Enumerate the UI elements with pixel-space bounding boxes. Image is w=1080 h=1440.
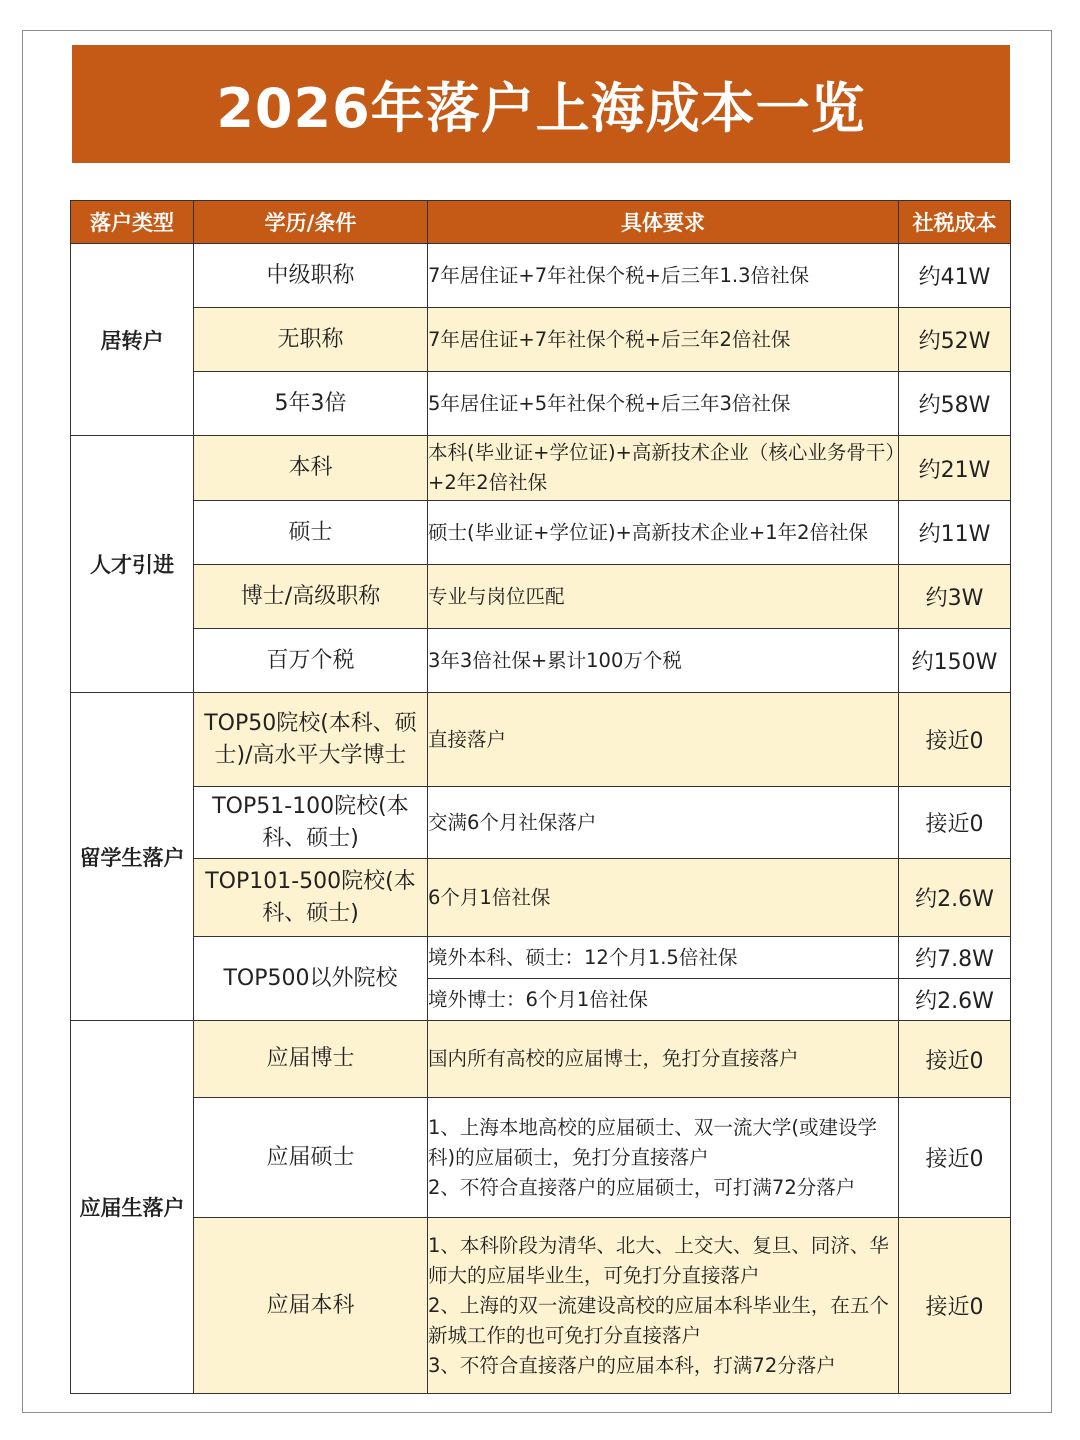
cost-cell: 接近0 <box>899 1021 1011 1098</box>
condition-cell: 5年3倍 <box>194 372 428 436</box>
requirement-cell: 专业与岗位匹配 <box>428 565 899 629</box>
cost-cell: 接近0 <box>899 787 1011 859</box>
cost-table <box>70 200 1011 1394</box>
table-row <box>71 859 1011 937</box>
header-cost: 社税成本 <box>899 201 1011 244</box>
cost-cell: 约3W <box>899 565 1011 629</box>
cost-cell: 接近0 <box>899 1218 1011 1394</box>
requirement-cell: 5年居住证+5年社保个税+后三年3倍社保 <box>428 372 899 436</box>
title-banner <box>72 45 1010 163</box>
condition-cell: 百万个税 <box>194 629 428 693</box>
requirement-cell: 硕士(毕业证+学位证)+高新技术企业+1年2倍社保 <box>428 501 899 565</box>
requirement-line: 1、本科阶段为清华、北大、上交大、复旦、同济、华师大的应届毕业生，可免打分直接落户 <box>428 1233 889 1287</box>
condition-cell: 应届硕士 <box>194 1098 428 1218</box>
table-row <box>71 565 1011 629</box>
table-row <box>71 693 1011 787</box>
requirement-line: 2、不符合直接落户的应届硕士，可打满72分落户 <box>428 1175 856 1199</box>
cost-cell: 约7.8W <box>899 937 1011 979</box>
condition-cell: 应届本科 <box>194 1218 428 1394</box>
table-row <box>71 787 1011 859</box>
requirement-cell <box>428 1098 899 1218</box>
requirement-line: 3、不符合直接落户的应届本科，打满72分落户 <box>428 1353 836 1377</box>
cost-cell: 约2.6W <box>899 859 1011 937</box>
table-row <box>71 372 1011 436</box>
cost-cell: 约58W <box>899 372 1011 436</box>
requirement-cell: 7年居住证+7年社保个税+后三年2倍社保 <box>428 308 899 372</box>
condition-cell: TOP101-500院校(本科、硕士) <box>194 859 428 937</box>
condition-cell: 应届博士 <box>194 1021 428 1098</box>
condition-cell: TOP50院校(本科、硕士)/高水平大学博士 <box>194 693 428 787</box>
requirement-line: 1、上海本地高校的应届硕士、双一流大学(或建设学科)的应届硕士，免打分直接落户 <box>428 1115 878 1169</box>
table-row <box>71 501 1011 565</box>
header-row <box>71 201 1011 244</box>
cost-cell: 接近0 <box>899 1098 1011 1218</box>
requirement-cell: 境外本科、硕士：12个月1.5倍社保 <box>428 937 899 979</box>
table-row <box>71 937 1011 979</box>
table-row <box>71 436 1011 501</box>
cost-cell: 约41W <box>899 244 1011 308</box>
table-row <box>71 308 1011 372</box>
requirement-cell: 国内所有高校的应届博士，免打分直接落户 <box>428 1021 899 1098</box>
header-requirement: 具体要求 <box>428 201 899 244</box>
header-type: 落户类型 <box>71 201 194 244</box>
requirement-cell: 境外博士：6个月1倍社保 <box>428 979 899 1021</box>
cost-cell: 接近0 <box>899 693 1011 787</box>
group-label-overseas: 留学生落户 <box>71 693 194 1021</box>
group-label-residence: 居转户 <box>71 244 194 436</box>
cost-cell: 约21W <box>899 436 1011 501</box>
cost-cell: 约11W <box>899 501 1011 565</box>
requirement-cell: 交满6个月社保落户 <box>428 787 899 859</box>
cost-cell: 约52W <box>899 308 1011 372</box>
page-title: 2026年落户上海成本一览 <box>216 76 866 140</box>
table-row <box>71 244 1011 308</box>
condition-cell: 本科 <box>194 436 428 501</box>
cost-cell: 约2.6W <box>899 979 1011 1021</box>
requirement-cell: 7年居住证+7年社保个税+后三年1.3倍社保 <box>428 244 899 308</box>
cost-cell: 约150W <box>899 629 1011 693</box>
table-row <box>71 1098 1011 1218</box>
header-condition: 学历/条件 <box>194 201 428 244</box>
table-row <box>71 1021 1011 1098</box>
requirement-line: 2、上海的双一流建设高校的应届本科毕业生，在五个新城工作的也可免打分直接落户 <box>428 1293 889 1347</box>
condition-cell: TOP51-100院校(本科、硕士) <box>194 787 428 859</box>
condition-cell: 博士/高级职称 <box>194 565 428 629</box>
requirement-cell: 直接落户 <box>428 693 899 787</box>
condition-cell: 中级职称 <box>194 244 428 308</box>
condition-cell: 硕士 <box>194 501 428 565</box>
requirement-cell: 3年3倍社保+累计100万个税 <box>428 629 899 693</box>
group-label-graduate: 应届生落户 <box>71 1021 194 1394</box>
requirement-cell <box>428 1218 899 1394</box>
condition-cell: 无职称 <box>194 308 428 372</box>
requirement-cell: 本科(毕业证+学位证)+高新技术企业（核心业务骨干）+2年2倍社保 <box>428 436 899 501</box>
condition-cell: TOP500以外院校 <box>194 937 428 1021</box>
requirement-cell: 6个月1倍社保 <box>428 859 899 937</box>
table-row <box>71 629 1011 693</box>
table-row <box>71 1218 1011 1394</box>
group-label-talent: 人才引进 <box>71 436 194 693</box>
